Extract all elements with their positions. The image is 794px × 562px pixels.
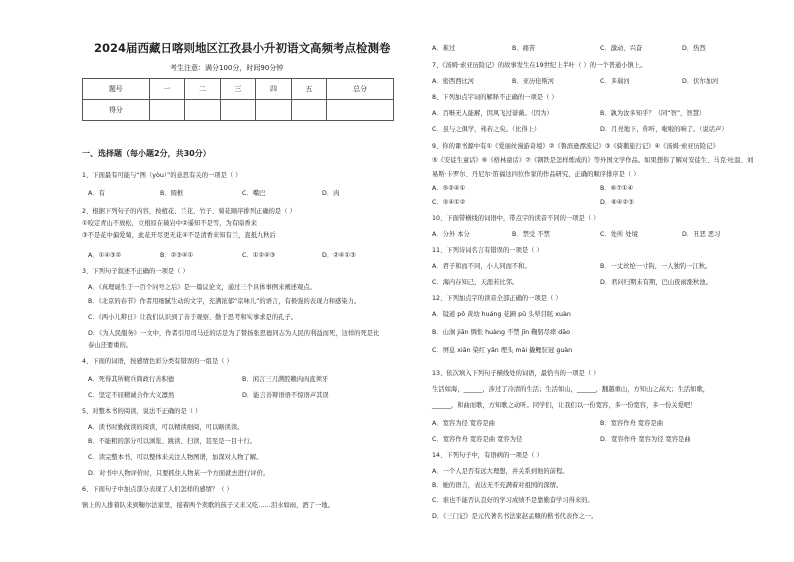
question-line: A．①④③② <box>88 252 122 259</box>
question-line: C．激动、兴奋 <box>600 45 643 52</box>
question-line: C．坚定不屈精诚合作大义凛然 <box>88 392 175 399</box>
question-line: 13、依次填入下列句子横线处的词语，最恰当的一项是（ ） <box>432 370 600 377</box>
question-line: D．肉 <box>322 190 340 197</box>
question-line: B．②③④① <box>160 252 194 259</box>
score-cell: 得分 <box>83 100 150 121</box>
question-line: D．君问归期未有期，巴山夜雨涨秋池。 <box>600 279 712 286</box>
question-line: D．热烈 <box>682 45 706 52</box>
score-cell: 四 <box>256 79 292 100</box>
question-line: ③不是花中偏爱菊，此花开尽更无花④不是清香来知有兰，直抵九秋后 <box>82 232 276 239</box>
exam-note: 考生注意：满分100分，时间90分钟 <box>170 64 284 72</box>
question-line: 7、《汤姆·索亚历险记》的故事发生在19世纪上半叶（ ）的一个普通小镇上。 <box>432 62 647 69</box>
question-line: 11、下列诗词名言有错误的一项是（ ） <box>432 247 543 254</box>
question-line: C．①②④③ <box>242 252 276 259</box>
question-line: A．百啭无人能解，因风飞过蔷薇。（因为） <box>432 110 553 117</box>
question-line: C．《两小儿辩日》让我们认识到了善于观察、勤于思考和实事求是的孔子。 <box>88 314 298 321</box>
question-line: A．一个人是否有远大理想，并关系到他的前程。 <box>432 468 569 475</box>
score-cell: 二 <box>185 79 221 100</box>
score-cell: 三 <box>220 79 256 100</box>
question-line: 8、下列加点字词的解释不正确的一项是（ ） <box>432 94 558 101</box>
score-input-cell[interactable] <box>256 100 292 121</box>
question-line: A．分外 本分 <box>432 231 470 238</box>
question-line: D．《为人民服务》一文中，作者引用司马迁的话是为了赞扬张思德同志为人民的利益而死，这样的死是比 <box>88 330 380 337</box>
score-input-cell[interactable] <box>327 100 394 121</box>
question-line: 1、下面最有可能与“图（yòu）”的意思有关的一项是（ ） <box>82 172 242 179</box>
question-line: D．能言善辩语语不惊语声其误 <box>242 392 329 399</box>
question-line: 12、下列加点字的读音全部正确的一项是（ ） <box>432 295 562 302</box>
question-line: B．孰为汝多知乎？（同“智”，智慧） <box>600 110 706 117</box>
question-line: D．宽容作舟 宽容为径 宽容是曲 <box>600 436 691 443</box>
question-line: B．痛苦 <box>512 45 536 52</box>
score-table-header-row <box>83 79 394 100</box>
question-line: D．②④①③ <box>322 252 356 259</box>
question-line: A．读书时勤做读的阅读，可以精读细阅，可以略读读。 <box>88 424 244 431</box>
question-line: D．《三门记》是元代著名书法家赵孟頫的楷书代表作之一。 <box>432 513 598 520</box>
question-line: C．多瑙河 <box>600 78 630 85</box>
question-line: A．宽容为径 宽容是曲 <box>432 420 495 427</box>
question-line: 镇上的人排着队来到鞠尔法家里，接着两个卖歌的孩子又来又吃……泪水如雨，酒了一地。 <box>82 502 334 509</box>
question-line: B．一丈丝纶一寸钩，一人独钓一江秋。 <box>600 263 712 270</box>
question-line: C．谁也不能否认良好的学习成绩不是靠勤奋学习得来的。 <box>432 497 594 504</box>
question-line: 4、下面的词语，按感情色彩分类有错误的一组是（ ） <box>82 358 233 365</box>
question-line: C．读完整本书，可以整体来关注人物图谱，加深对人物了解。 <box>88 454 263 461</box>
question-line: C．嘴巴 <box>242 190 266 197</box>
question-line: 2、根据下列句子的内容，按植花、兰花、竹子、菊花顺序排列正确的是（ ） <box>82 208 296 215</box>
question-line: 6、下面句子中加点部分表现了人们怎样的感情？（ ） <box>82 486 233 493</box>
question-line: D．⑥④②③ <box>600 199 634 206</box>
question-line: A．难过 <box>432 45 456 52</box>
question-line: ①咬定青山不放松，立根原在破岩中②遥知不是雪，为有暗香来 <box>82 220 258 227</box>
score-table-score-row <box>83 100 394 121</box>
question-line: C．虽与之俱学，弗若之矣。（比得上） <box>432 126 541 133</box>
score-input-cell[interactable] <box>291 100 327 121</box>
score-input-cell[interactable] <box>149 100 185 121</box>
question-line: 生活如海，______，涉过了冷清的生活；生活如山，______，翻越重山，方知山之高大；生活如歌， <box>432 386 710 393</box>
score-input-cell[interactable] <box>185 100 221 121</box>
question-line: D．月亮地下，你听，啦啦的响了。（说话声） <box>600 126 728 133</box>
question-line: 易斯·卡罗尔、丹尼尔·笛福这四位作家的作品研究，正确的顺序排序是（ ） <box>432 171 640 178</box>
page-title: 2024届西藏日喀则地区江孜县小升初语文高频考点检测卷 <box>94 41 391 55</box>
question-line: 3、下列句子叙述不正确的一项是（ ） <box>82 268 189 275</box>
question-line: B．圆框 <box>160 190 184 197</box>
question-line: A．君子和而不同，小人同而不和。 <box>432 263 531 270</box>
question-line: B．⑥⑦①④ <box>600 185 634 192</box>
question-line: B．禁受 不禁 <box>512 231 550 238</box>
question-line: 5、对整本书的阅读，说法不正确的是（ ） <box>82 408 202 415</box>
question-line: 9、你的课书源中有①《爱丽丝漫游奇境》②《鲁滨逊漂流记》③《骑鹅旅行记》④《汤姆·索亚历险记》 <box>432 143 719 150</box>
question-line: B．她的语言，表达无不充满着对祖国的深情。 <box>432 482 563 489</box>
question-line: B．宽容作舟 宽容是曲 <box>600 420 663 427</box>
question-line: B．不能粗的部分可以浏览、跳读、扫读，甚至是一目十行。 <box>88 438 257 445</box>
score-cell: 总分 <box>327 79 394 100</box>
question-line: A．⑤②④① <box>432 185 466 192</box>
score-cell: 五 <box>291 79 327 100</box>
question-line: 泰山还要重的。 <box>88 342 133 349</box>
question-line: A．《真理诞生于一百个问号之后》是一篇议论文，通过三个具体事例来阐述观点。 <box>88 284 316 291</box>
question-line: B．山涧 jiān 惆怅 huàng 不禁 jīn 鞠躬尽瘁 dāo <box>432 329 570 336</box>
question-line: C．宽容作舟 宽容是曲 宽容为径 <box>432 436 523 443</box>
score-table <box>82 78 394 121</box>
question-line: B．《北京的春节》作者用细腻生动的文字，充满浓郁“京味儿”的语言，有极强的表现力和感染力。 <box>88 298 361 305</box>
question-line: C．处所 处境 <box>600 231 638 238</box>
question-line: C．海内存知己，天涯若比邻。 <box>432 279 519 286</box>
question-line: C．⑤④①② <box>432 199 466 206</box>
question-line: D．对书中人物评价时，只要抓住人物某一个方面就去进行评价。 <box>88 470 270 477</box>
question-line: B．亚历伦斯河 <box>512 78 555 85</box>
question-line: ______，和曲而歌，方知歌之动听。同学们，让我们以一份宽容，多一份宽容，多一份关爱吧！ <box>432 402 697 409</box>
question-line: A．死得其所精兵简政行善积德 <box>88 376 175 383</box>
question-line: ⑤《安徒生童话》⑥《格林童话》⑦《钢铁是怎样炼成的》等外国文学作品。如果想你了解对安徒生、马克·吐温、刘 <box>432 157 754 164</box>
score-cell: 一 <box>149 79 185 100</box>
question-line: A．镜道 pō 黄幼 huáng 花圃 pǔ 头晕目眩 xuàn <box>432 311 571 318</box>
question-line: 14、下列句子中，有语病的一项是（ ） <box>432 452 543 459</box>
question-line: D．丑恶 恶习 <box>682 231 721 238</box>
question-line: D．伏尔加河 <box>682 78 719 85</box>
question-line: B．闲言三刀满腔赖肉肉直须牙 <box>242 376 329 383</box>
score-input-cell[interactable] <box>220 100 256 121</box>
question-line: A．密西西比河 <box>432 78 475 85</box>
question-line: C．屏息 xiān 染红 yǎn 埋头 mái 撬鲤驻冠 guàn <box>432 347 573 354</box>
section-heading: 一、选择题（每小题2分，共30分） <box>82 149 211 158</box>
question-line: 10、下面带横线的词语中，带点字的读音不同的一项是（ ） <box>432 215 600 222</box>
score-cell: 题号 <box>83 79 150 100</box>
question-line: A．有 <box>88 190 105 197</box>
